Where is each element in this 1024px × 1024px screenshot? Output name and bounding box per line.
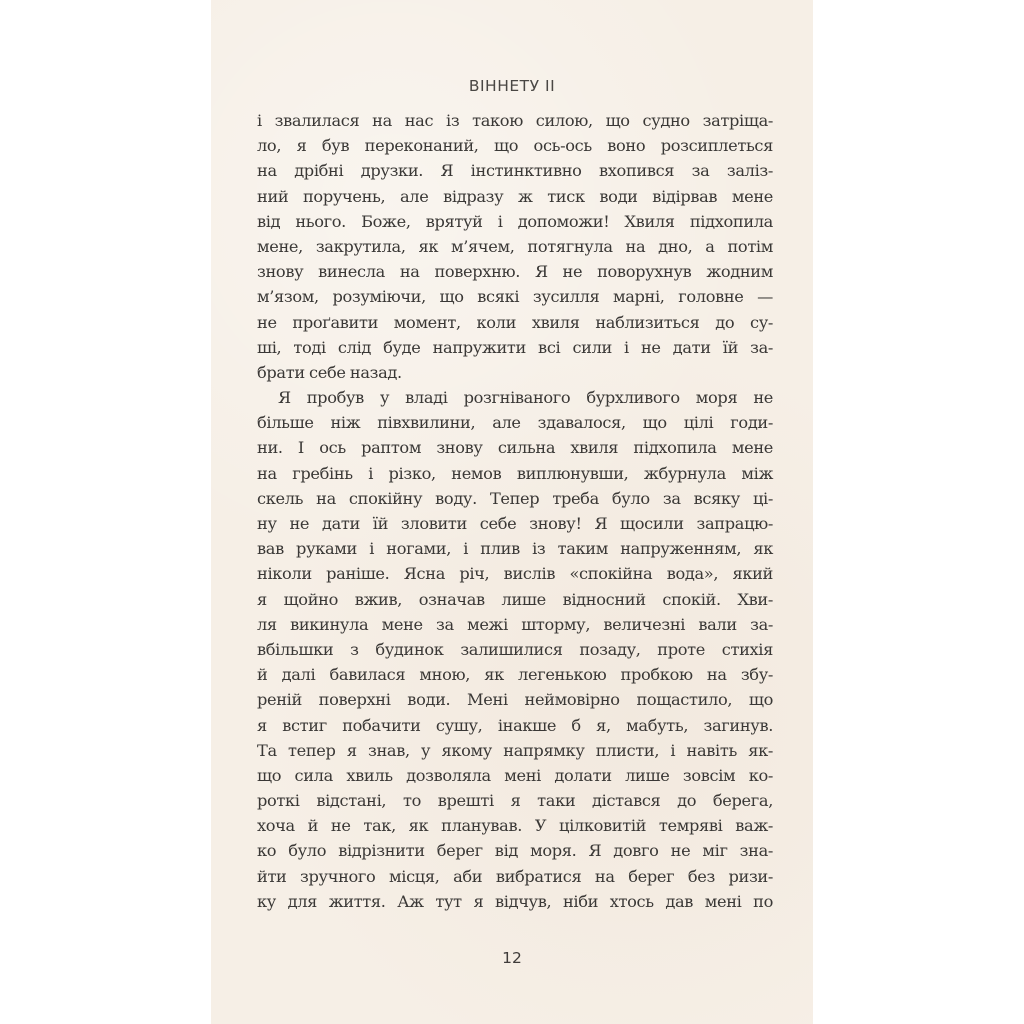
text-line: я встиг побачити сушу, інакше б я, мабуть, загинув. — [257, 715, 773, 735]
text-line: мене, закрутила, як м’ячем, потягнула на дно, а потім — [257, 236, 773, 256]
text-line: й далі бавилася мною, як легенькою пробкою на збу- — [257, 665, 773, 685]
paragraph — [257, 108, 773, 385]
text-line: що сила хвиль дозволяла мені долати лише зовсім ко- — [257, 765, 773, 785]
book-page — [211, 0, 813, 1024]
text-line: і звалилася на нас із такою силою, що судно затріща- — [257, 111, 773, 130]
text-line: я щойно вжив, означав лише відносний спокій. Хви- — [257, 589, 773, 609]
text-line: ку для життя. Аж тут я відчув, ніби хтось дав мені по — [257, 891, 773, 911]
paragraph — [257, 385, 773, 914]
text-line: йти зручного місця, аби вибратися на берег без ризи- — [257, 866, 773, 886]
text-line: Я пробув у владі розгніваного бурхливого моря не — [278, 388, 773, 408]
body-text — [257, 108, 773, 914]
text-line: хоча й не так, як планував. У цілковитій темряві важ- — [257, 816, 773, 836]
text-line: м’язом, розуміючи, що всякі зусилля марні, головне — — [257, 287, 773, 307]
text-line: Та тепер я знав, у якому напрямку плисти, і навіть як- — [257, 740, 773, 760]
text-line: вбільшки з будинок залишилися позаду, проте стихія — [257, 639, 773, 659]
text-line: знову винесла на поверхню. Я не поворухнув жодним — [257, 262, 773, 282]
text-line: ло, я був переконаний, що ось-ось воно розсиплеться — [257, 136, 773, 156]
text-line: від нього. Боже, врятуй і допоможи! Хвиля підхопила — [257, 211, 773, 231]
text-line: вав руками і ногами, і плив із таким напруженням, як — [257, 539, 773, 559]
text-line: ний поручень, але відразу ж тиск води відірвав мене — [257, 186, 773, 206]
text-line: не проґавити момент, коли хвиля наблизиться до су- — [257, 312, 773, 332]
text-line: ля викинула мене за межі шторму, величезні вали за- — [257, 614, 773, 634]
text-line: ші, тоді слід буде напружити всі сили і не дати їй за- — [257, 337, 773, 357]
text-line: на дрібні друзки. Я інстинктивно вхопився за заліз- — [257, 161, 773, 181]
text-line: ни. І ось раптом знову сильна хвиля підхопила мене — [257, 438, 773, 458]
text-line: роткі відстані, то врешті я таки дістався до берега, — [257, 791, 773, 811]
text-line: скель на спокійну воду. Тепер треба було за всяку ці- — [257, 488, 773, 508]
running-head: ВІННЕТУ ІІ — [468, 77, 556, 95]
page-number: 12 — [502, 949, 522, 967]
text-line: реній поверхні води. Мені неймовірно пощастило, що — [257, 690, 773, 710]
text-line: більше ніж півхвилини, але здавалося, що цілі годи- — [257, 413, 773, 433]
text-line: на гребінь і різко, немов виплюнувши, жбурнула між — [257, 463, 773, 483]
text-line: ко було відрізнити берег від моря. Я довго не міг зна- — [257, 841, 773, 861]
text-line: ніколи раніше. Ясна річ, вислів «спокійна вода», який — [257, 564, 773, 584]
text-line: брати себе назад. — [257, 362, 402, 382]
text-line: ну не дати їй зловити себе знову! Я щосили запрацю- — [257, 514, 773, 533]
